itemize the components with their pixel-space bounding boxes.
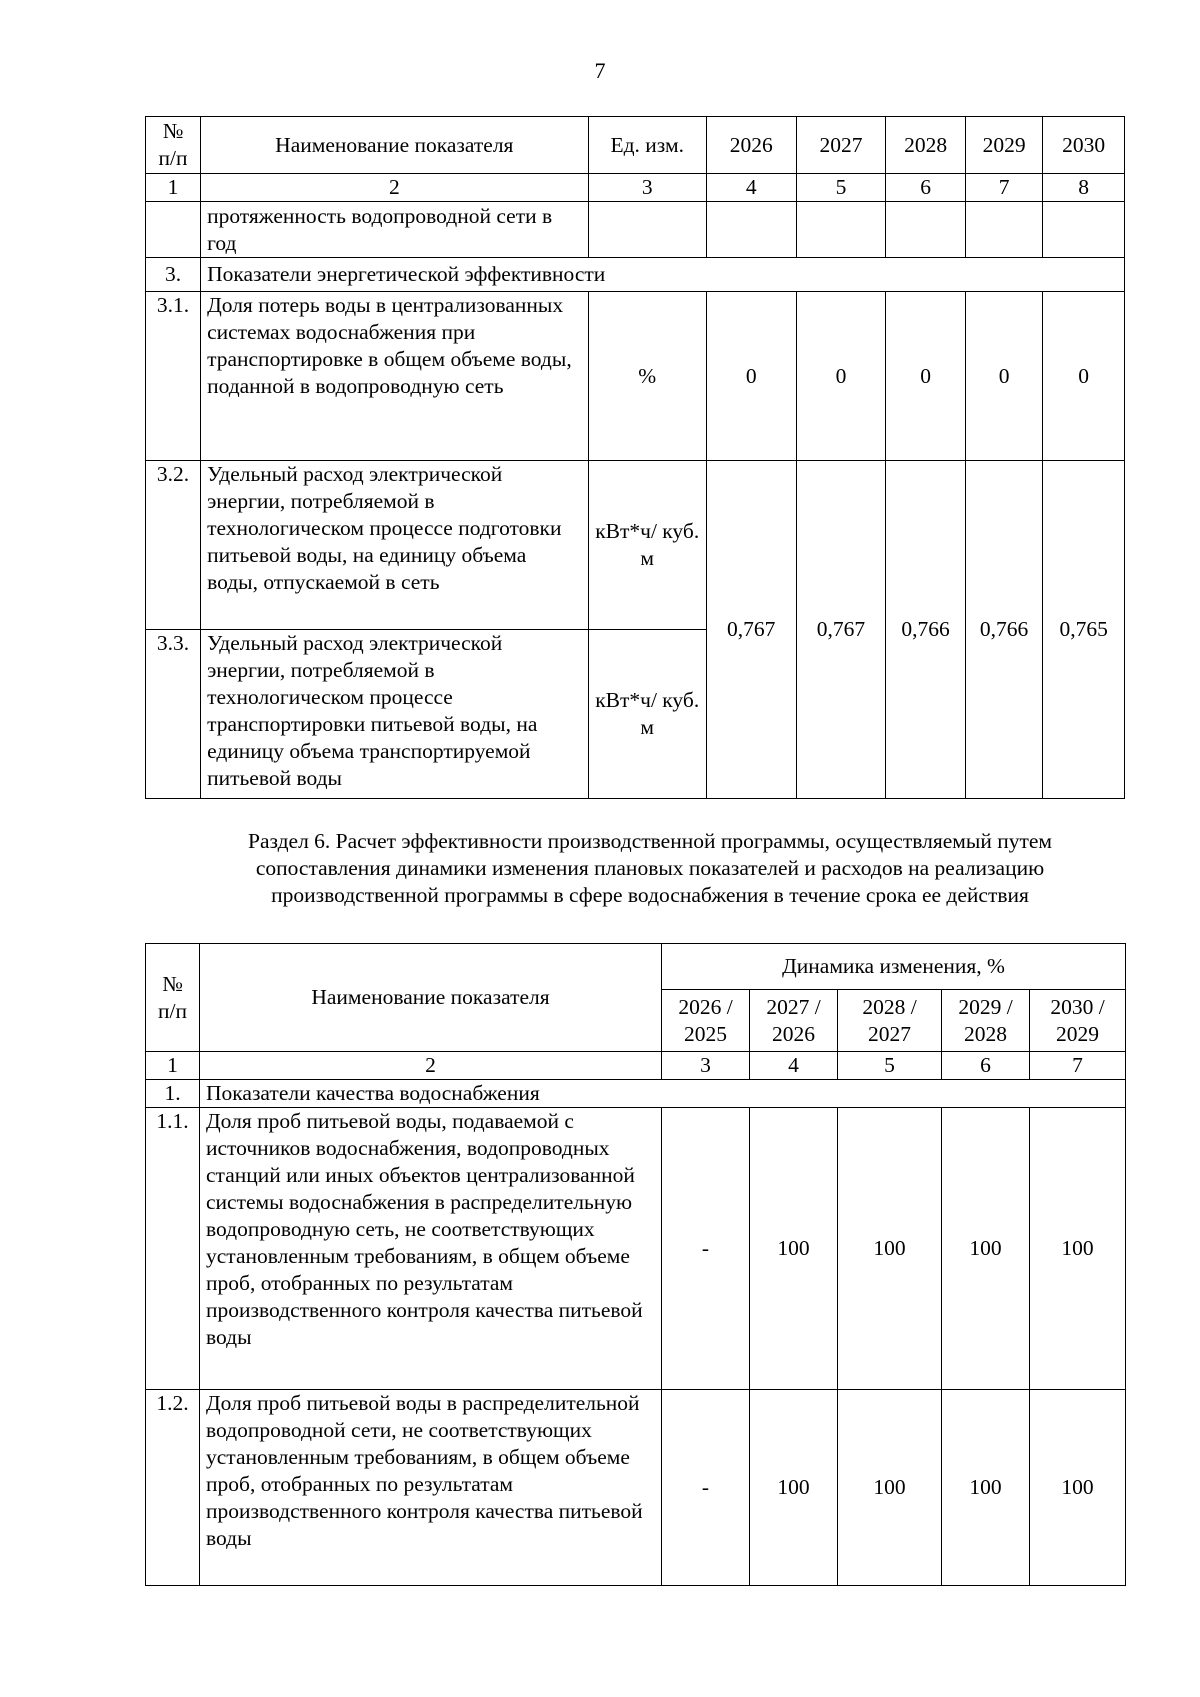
header-year: 2027 — [796, 117, 886, 174]
value-cell: 0 — [1043, 292, 1125, 461]
column-number: 8 — [1043, 174, 1125, 202]
table-row — [146, 461, 1125, 630]
value-cell: 100 — [942, 1390, 1030, 1586]
column-number: 1 — [146, 174, 201, 202]
value-cell: 100 — [1030, 1390, 1126, 1586]
row-number: 3. — [146, 258, 201, 292]
value-cell: 0 — [886, 292, 966, 461]
column-number-row — [146, 174, 1125, 202]
column-number: 2 — [200, 1052, 662, 1080]
column-number: 4 — [750, 1052, 838, 1080]
header-period: 2029 / 2028 — [942, 990, 1030, 1052]
header-name: Наименование показателя — [200, 944, 662, 1052]
value-cell: - — [662, 1390, 750, 1586]
table-header-row — [146, 117, 1125, 174]
column-number-row — [146, 1052, 1126, 1080]
header-unit: Ед. изм. — [588, 117, 706, 174]
table-row — [146, 1108, 1126, 1390]
indicator-name: Удельный расход электрической энергии, потребляемой в технологическом процессе транспортировки питьевой воды, на единицу объема транспортируемой питьевой воды — [201, 630, 589, 799]
column-number: 4 — [706, 174, 796, 202]
unit-cell: кВт*ч/ куб. м — [588, 630, 706, 799]
section-heading-line: Раздел 6. Расчет эффективности производственной программы, осуществляемый путем — [247, 829, 1052, 853]
group-title: Показатели качества водоснабжения — [200, 1080, 1126, 1108]
section-heading-line: сопоставления динамики изменения плановых показателей и расходов на реализацию — [255, 856, 1045, 880]
value-cell: 100 — [942, 1108, 1030, 1390]
header-period: 2030 / 2029 — [1030, 990, 1126, 1052]
table-row — [146, 1390, 1126, 1586]
header-year: 2028 — [886, 117, 966, 174]
row-number: 1. — [146, 1080, 200, 1108]
page-number: 7 — [594, 58, 606, 83]
value-cell: 100 — [1030, 1108, 1126, 1390]
efficiency-table — [145, 943, 1126, 1586]
value-cell: 100 — [750, 1108, 838, 1390]
indicators-table — [145, 116, 1125, 799]
indicator-name: Доля проб питьевой воды, подаваемой с источников водоснабжения, водопроводных станций или иных объектов централизованной системы водоснабжения в распределительную водопроводную сеть, не соответствующих установленным требованиям, в общем объеме проб, отобранных по результатам производственного контроля качества питьевой воды — [200, 1108, 662, 1390]
indicator-name: Удельный расход электрической энергии, потребляемой в технологическом процессе подготовки питьевой воды, на единицу объема воды, отпускаемой в сеть — [201, 461, 589, 630]
value-cell: 0,766 — [886, 461, 966, 799]
row-number: 1.2. — [146, 1390, 200, 1586]
group-row — [146, 258, 1125, 292]
table-header-row — [146, 944, 1126, 990]
indicator-name: Доля потерь воды в централизованных системах водоснабжения при транспортировке в общем объеме воды, поданной в водопроводную сеть — [201, 292, 589, 461]
section-heading-line: производственной программы в сфере водоснабжения в течение срока ее действия — [271, 883, 1029, 907]
value-cell: 0 — [965, 292, 1043, 461]
table-row — [146, 202, 1125, 258]
column-number: 1 — [146, 1052, 200, 1080]
column-number: 5 — [796, 174, 886, 202]
group-row — [146, 1080, 1126, 1108]
value-cell: 0 — [796, 292, 886, 461]
header-period: 2027 / 2026 — [750, 990, 838, 1052]
indicator-name: Доля проб питьевой воды в распределительной водопроводной сети, не соответствующих установленным требованиям, в общем объеме проб, отобранных по результатам производственного контроля качества питьевой воды — [200, 1390, 662, 1586]
value-cell: 0,767 — [706, 461, 796, 799]
header-num: № п/п — [146, 944, 200, 1052]
value-cell: 100 — [838, 1390, 942, 1586]
column-number: 5 — [838, 1052, 942, 1080]
value-cell: 0 — [706, 292, 796, 461]
value-cell: 100 — [838, 1108, 942, 1390]
column-number: 6 — [942, 1052, 1030, 1080]
row-number: 3.1. — [146, 292, 201, 461]
header-year: 2030 — [1043, 117, 1125, 174]
section-heading — [175, 828, 1125, 909]
column-number: 7 — [965, 174, 1043, 202]
header-period: 2026 / 2025 — [662, 990, 750, 1052]
unit-cell: кВт*ч/ куб. м — [588, 461, 706, 630]
indicator-name: протяженность водопроводной сети в год — [201, 202, 589, 258]
header-year: 2029 — [965, 117, 1043, 174]
header-dynamics: Динамика изменения, % — [662, 944, 1126, 990]
header-num: № п/п — [146, 117, 201, 174]
value-cell: 0,767 — [796, 461, 886, 799]
row-number: 3.3. — [146, 630, 201, 799]
value-cell: 0,766 — [965, 461, 1043, 799]
column-number: 6 — [886, 174, 966, 202]
row-number: 3.2. — [146, 461, 201, 630]
table-row — [146, 292, 1125, 461]
column-number: 3 — [662, 1052, 750, 1080]
row-number: 1.1. — [146, 1108, 200, 1390]
unit-cell: % — [588, 292, 706, 461]
value-cell: - — [662, 1108, 750, 1390]
column-number: 7 — [1030, 1052, 1126, 1080]
column-number: 2 — [201, 174, 589, 202]
value-cell: 0,765 — [1043, 461, 1125, 799]
column-number: 3 — [588, 174, 706, 202]
header-period: 2028 / 2027 — [838, 990, 942, 1052]
header-year: 2026 — [706, 117, 796, 174]
group-title: Показатели энергетической эффективности — [201, 258, 1125, 292]
value-cell: 100 — [750, 1390, 838, 1586]
header-name: Наименование показателя — [201, 117, 589, 174]
